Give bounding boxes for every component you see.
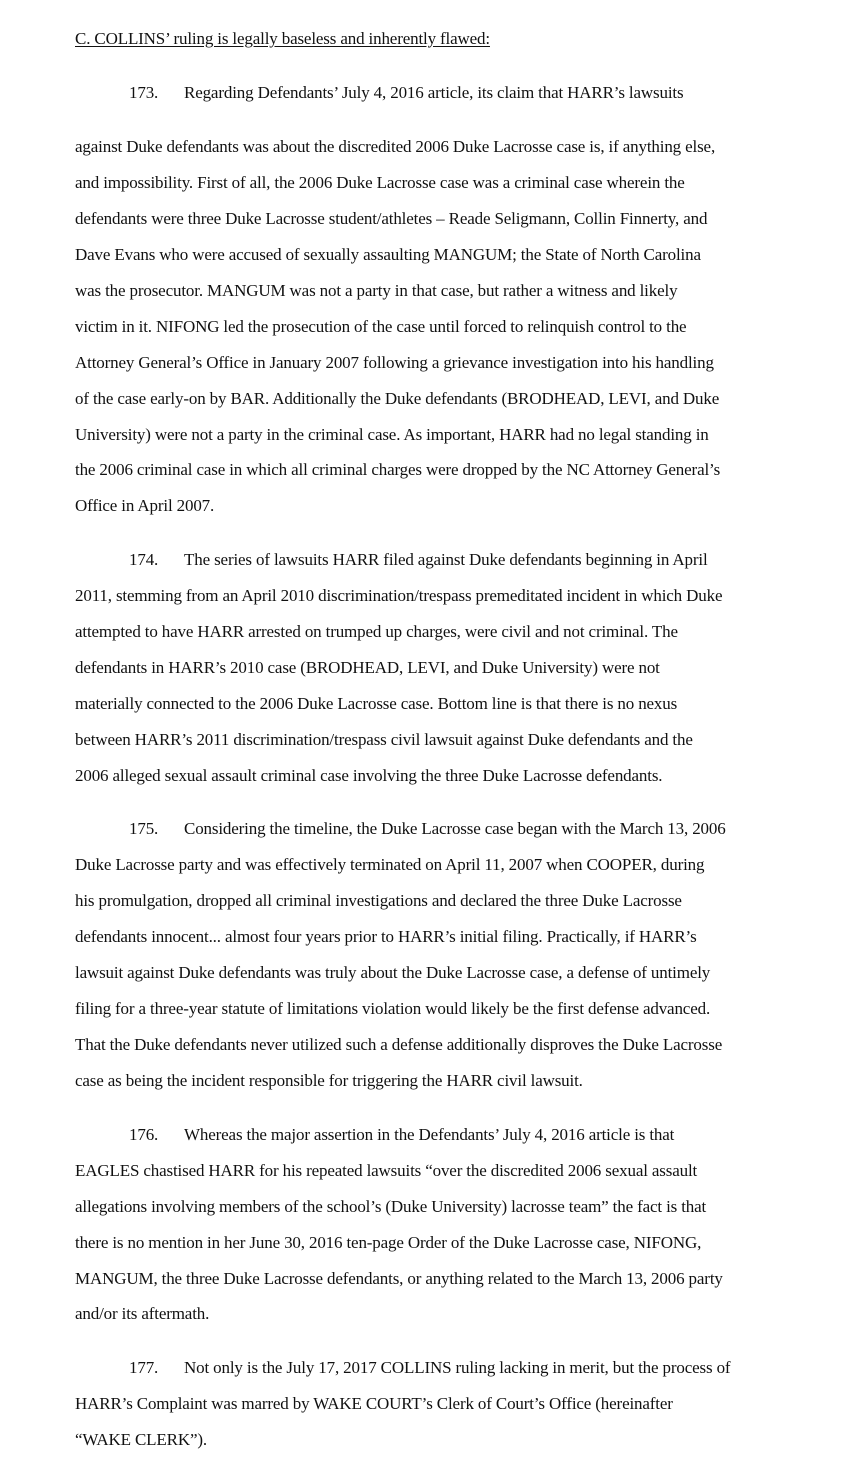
- paragraph-line: filing for a three-year statute of limitations violation would likely be the first defense advanced.: [75, 999, 711, 1018]
- paragraph-number: 173.: [129, 83, 159, 102]
- paragraph-first-line: [129, 1358, 730, 1378]
- paragraph-text: Regarding Defendants’ July 4, 2016 article, its claim that HARR’s lawsuits: [184, 83, 684, 102]
- paragraph-line: his promulgation, dropped all criminal investigations and declared the three Duke Lacrosse: [75, 891, 682, 910]
- paragraph-line: between HARR’s 2011 discrimination/trespass civil lawsuit against Duke defendants and the: [75, 730, 693, 749]
- paragraph-line: HARR’s Complaint was marred by WAKE COURT’s Clerk of Court’s Office (hereinafter: [75, 1394, 673, 1413]
- paragraph-line: attempted to have HARR arrested on trumped up charges, were civil and not criminal. The: [75, 622, 678, 641]
- paragraph-line: That the Duke defendants never utilized such a defense additionally disproves the Duke Lacrosse: [75, 1035, 723, 1054]
- paragraph-first-line: [129, 550, 708, 570]
- paragraph-text: Considering the timeline, the Duke Lacrosse case began with the March 13, 2006: [184, 819, 726, 838]
- paragraph-line: against Duke defendants was about the discredited 2006 Duke Lacrosse case is, if anything else,: [75, 137, 716, 156]
- paragraph-line: lawsuit against Duke defendants was truly about the Duke Lacrosse case, a defense of untimely: [75, 963, 711, 982]
- paragraph-line: case as being the incident responsible for triggering the HARR civil lawsuit.: [75, 1071, 583, 1090]
- paragraph-line: defendants innocent... almost four years prior to HARR’s initial filing. Practically, if HARR’s: [75, 927, 697, 946]
- paragraph-line: Office in April 2007.: [75, 496, 215, 515]
- paragraph-first-line: [129, 83, 683, 103]
- paragraph-number: 175.: [129, 819, 159, 838]
- paragraph-number: 177.: [129, 1358, 159, 1377]
- paragraph-line: University) were not a party in the criminal case. As important, HARR had no legal standing in: [75, 425, 709, 444]
- section-heading: C. COLLINS’ ruling is legally baseless and inherently flawed:: [75, 29, 490, 48]
- paragraph-line: Dave Evans who were accused of sexually assaulting MANGUM; the State of North Carolina: [75, 245, 701, 264]
- paragraph-line: and impossibility. First of all, the 2006 Duke Lacrosse case was a criminal case wherein the: [75, 173, 685, 192]
- paragraph-line: MANGUM, the three Duke Lacrosse defendants, or anything related to the March 13, 2006 party: [75, 1269, 723, 1288]
- paragraph-text: The series of lawsuits HARR filed against Duke defendants beginning in April: [184, 550, 708, 569]
- paragraph-line: Attorney General’s Office in January 2007 following a grievance investigation into his handling: [75, 353, 714, 372]
- paragraph-line: allegations involving members of the school’s (Duke University) lacrosse team” the fact is that: [75, 1197, 707, 1216]
- paragraph-number: 176.: [129, 1125, 159, 1144]
- paragraph-line: EAGLES chastised HARR for his repeated lawsuits “over the discredited 2006 sexual assault: [75, 1161, 698, 1180]
- paragraph-text: Not only is the July 17, 2017 COLLINS ruling lacking in merit, but the process of: [184, 1358, 731, 1377]
- paragraph-line: of the case early-on by BAR. Additionally the Duke defendants (BRODHEAD, LEVI, and Duke: [75, 389, 720, 408]
- paragraph-line: was the prosecutor. MANGUM was not a party in that case, but rather a witness and likely: [75, 281, 678, 300]
- paragraph-line: there is no mention in her June 30, 2016 ten-page Order of the Duke Lacrosse case, NIFONG,: [75, 1233, 702, 1252]
- paragraph-line: and/or its aftermath.: [75, 1304, 210, 1323]
- paragraph-line: “WAKE CLERK”).: [75, 1430, 207, 1449]
- paragraph-text: Whereas the major assertion in the Defendants’ July 4, 2016 article is that: [184, 1125, 675, 1144]
- paragraph-line: defendants were three Duke Lacrosse student/athletes – Reade Seligmann, Collin Finnerty, and: [75, 209, 708, 228]
- paragraph-line: 2006 alleged sexual assault criminal case involving the three Duke Lacrosse defendants.: [75, 766, 663, 785]
- paragraph-first-line: [129, 819, 726, 839]
- paragraph-line: defendants in HARR’s 2010 case (BRODHEAD, LEVI, and Duke University) were not: [75, 658, 660, 677]
- paragraph-line: the 2006 criminal case in which all criminal charges were dropped by the NC Attorney General’s: [75, 460, 721, 479]
- paragraph-line: 2011, stemming from an April 2010 discrimination/trespass premeditated incident in which Duke: [75, 586, 723, 605]
- paragraph-first-line: [129, 1125, 674, 1145]
- paragraph-number: 174.: [129, 550, 159, 569]
- paragraph-line: victim in it. NIFONG led the prosecution of the case until forced to relinquish control to the: [75, 317, 687, 336]
- paragraph-line: materially connected to the 2006 Duke Lacrosse case. Bottom line is that there is no nexus: [75, 694, 678, 713]
- paragraph-line: Duke Lacrosse party and was effectively terminated on April 11, 2007 when COOPER, during: [75, 855, 705, 874]
